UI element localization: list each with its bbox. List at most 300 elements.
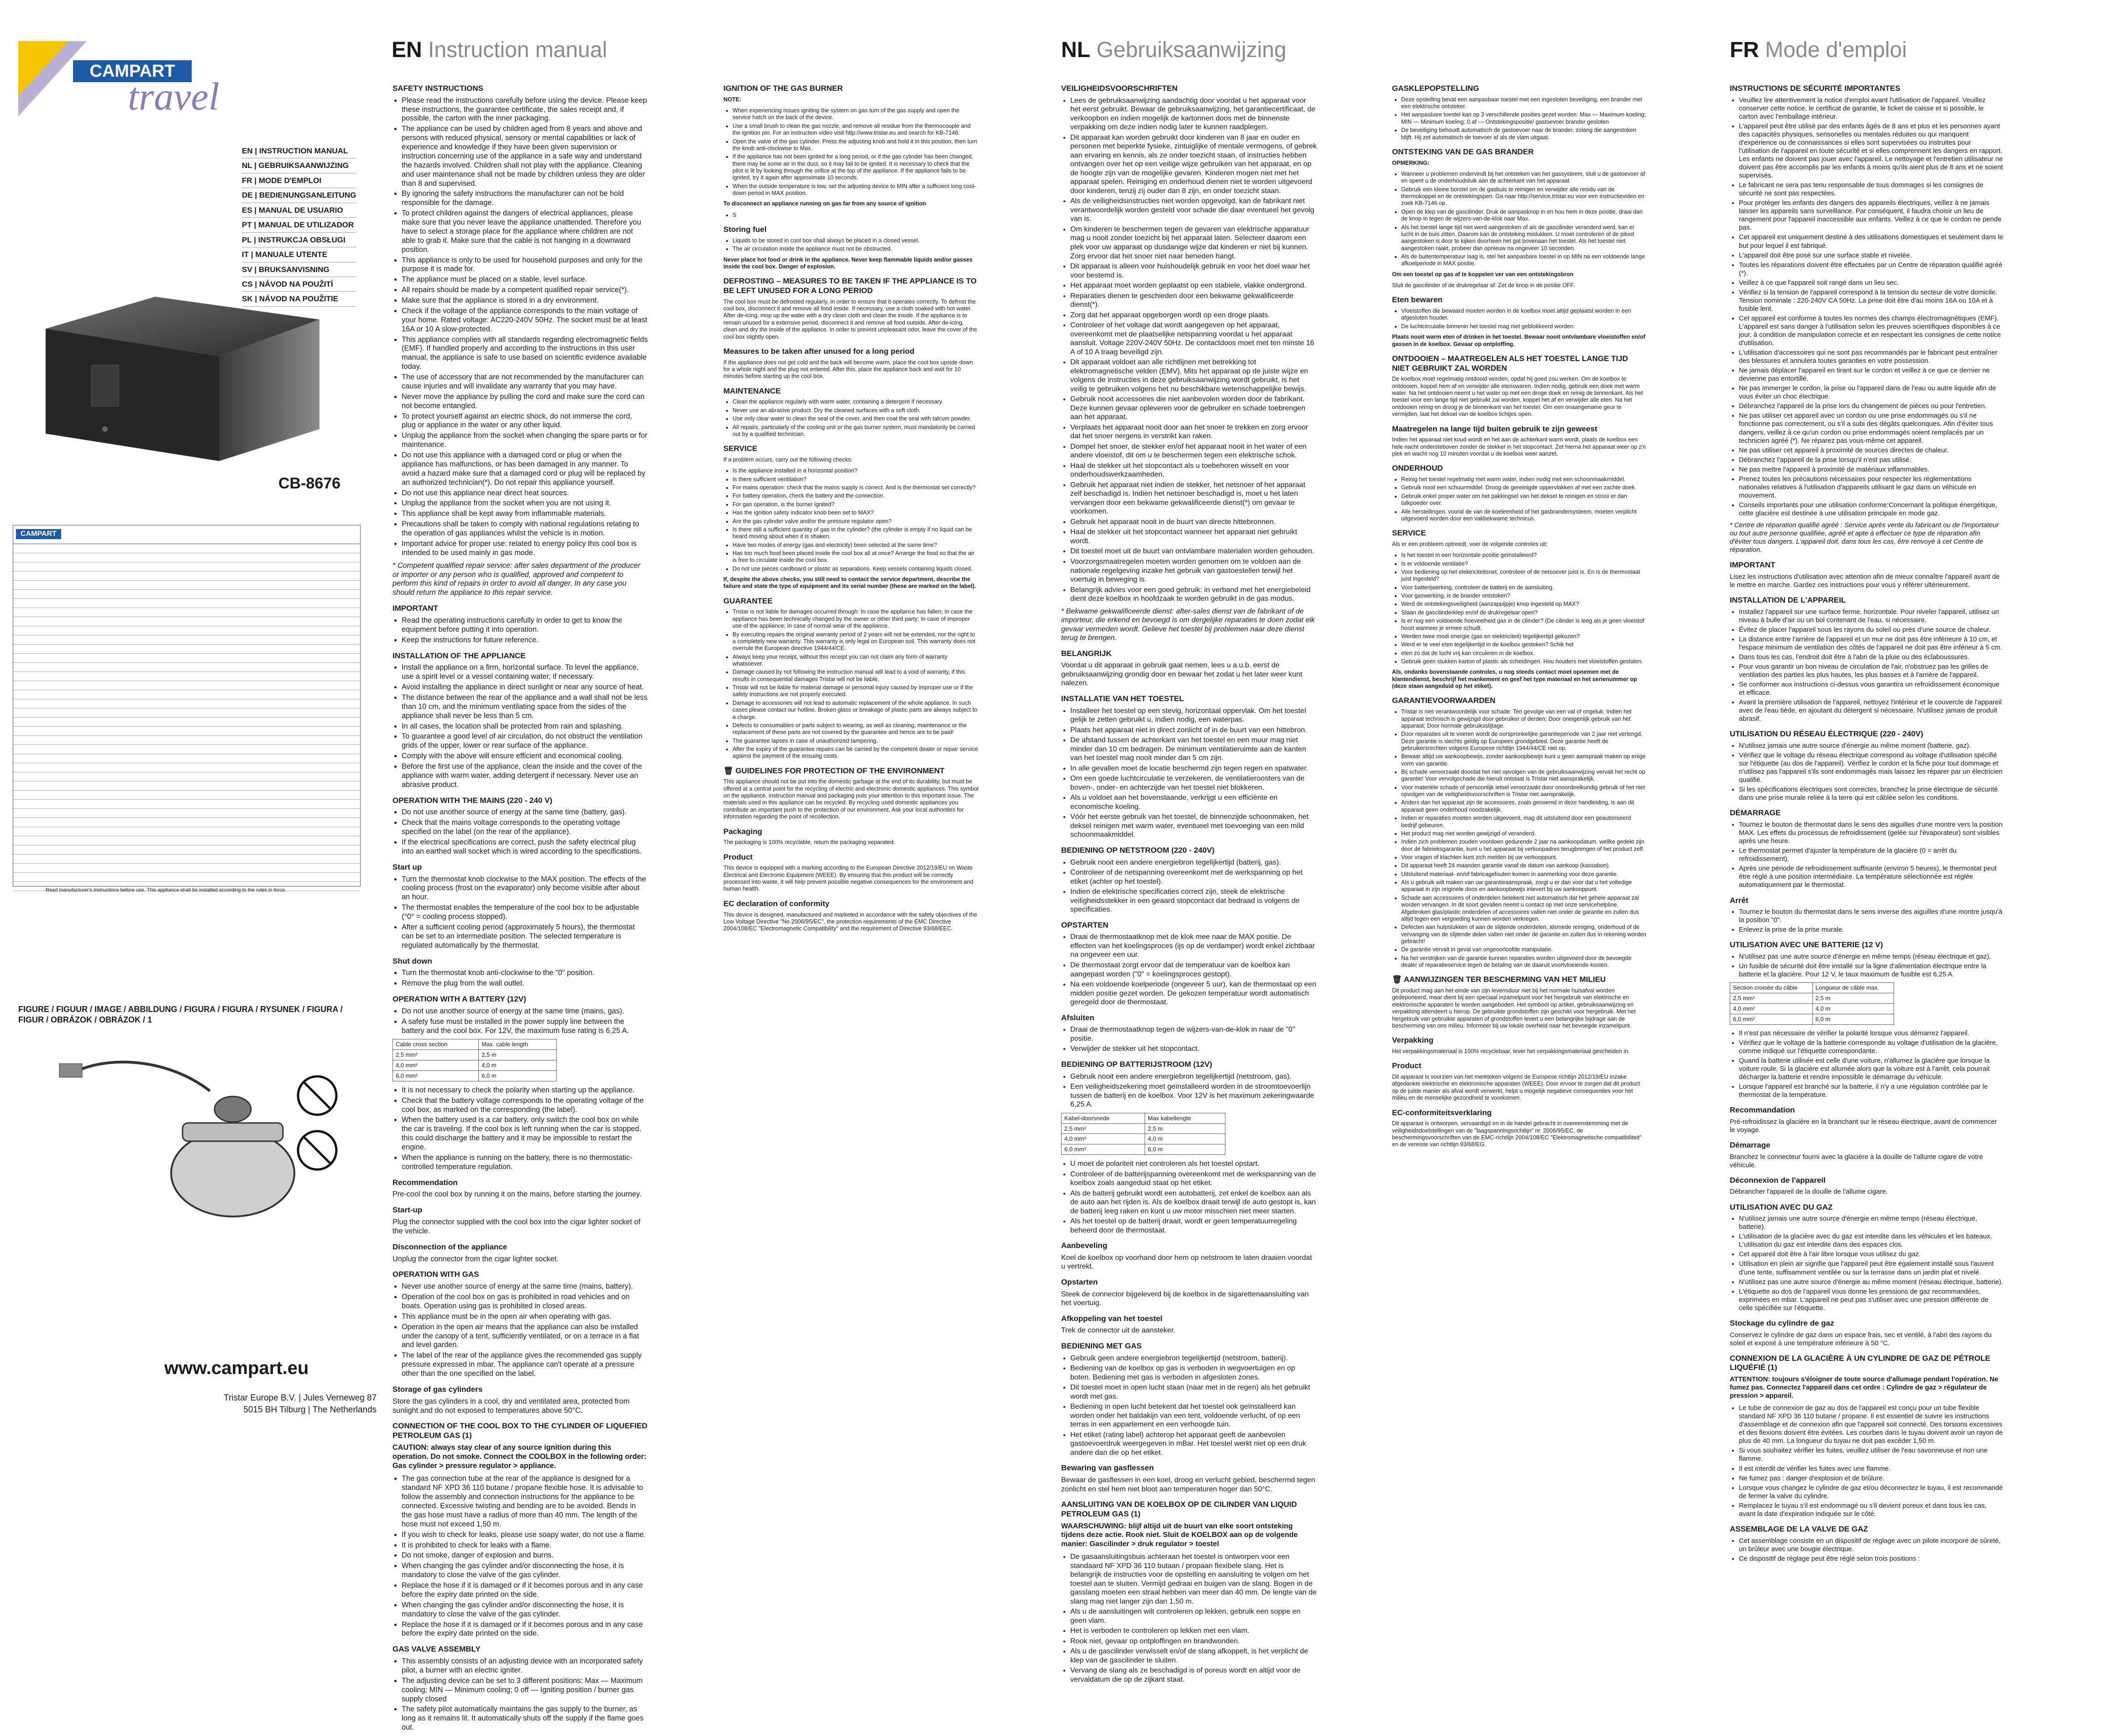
list-item: • Is there sufficient ventilation?: [733, 476, 979, 483]
table-cell: 4,0 m: [1812, 1003, 1894, 1014]
list-item: • Il est interdit de vérifier les fuites avec une flamme.: [1739, 1465, 2004, 1473]
list-item: • Alle herstellingen, vooral de van de koeleenheid of het gasbrandersysteem, moeten verplicht uitgevoerd worden door een vakbekwame technicus.: [1401, 509, 1648, 523]
list-item: • Cet assemblage consiste en un dispositif de réglage avec un pilote incorporé de sûreté, un brûleur avec une bougie électrique.: [1739, 1537, 2004, 1553]
list: [1061, 1159, 1317, 1235]
list-item: • Reparaties dienen te geschieden door een bekwame gekwalificeerde dienst(*).: [1070, 292, 1317, 309]
list-item: • Uitsluitend materiaal- en/of fabricagefouten komen in aanmerking voor deze garantie.: [1401, 871, 1648, 878]
list-item: • Do not use another source of energy at the same time (battery, gas).: [402, 808, 648, 817]
list-item: • Always keep your receipt, without this receipt you can not claim any form of warranty whatsoever.: [733, 654, 979, 668]
list-item: • Ce dispositif de réglage peut être réglé selon trois positions :: [1739, 1555, 2004, 1563]
table-header-cell: Cable cross section: [393, 1039, 479, 1050]
list-item: • Als u voldoet aan het bovenstaande, verkrijgt u een efficiënte en economische koeling.: [1070, 793, 1317, 811]
list-item: • De garantie vervalt in geval van ongeoorloofde manipulatie.: [1401, 946, 1648, 953]
list: [393, 1282, 648, 1379]
list-item: • When changing the gas cylinder and/or disconnecting the hose, it is mandatory to close the valve of the gas cylinder.: [402, 1562, 648, 1580]
list-item: • Ne fumez pas : danger d'explosion et de brûlure.: [1739, 1474, 2004, 1483]
list-item: • Do not use this appliance near direct heat sources.: [402, 489, 648, 498]
list-item: • The distance between the rear of the appliance and a wall shall not be less than 10 cm, and the minimum ventilating space from the sides of the appliance shall never be less than 5 cm.: [402, 693, 648, 721]
list-item: • Haal de stekker uit het stopcontact als u toebehoren wisselt en voor onderhoudswerkzaamheden.: [1070, 462, 1317, 479]
list-item: • Turn the thermostat knob anti-clockwise to the "0" position.: [402, 969, 648, 978]
list-item: • Gebruik geen andere energiebron tegelijkertijd (netstroom, batterij).: [1070, 1354, 1317, 1363]
list-item: • U moet de polariteit niet controleren als het toestel opstart.: [1070, 1159, 1317, 1169]
list-item: • Defecten aan hulpstukken of aan de slijtende onderdelen, alsmede reiniging, onderhoud of de vervanging van de slijtende delen vallen niet onder de garantie en zullen dus in rekening worden gebracht!: [1401, 924, 1648, 945]
table-cell: 2,5 m: [479, 1050, 557, 1060]
spec-row: [13, 800, 360, 809]
table-row: [393, 1060, 557, 1071]
language-list: [242, 144, 356, 307]
table-cell: 2,5 mm²: [393, 1050, 479, 1060]
cable-table: [1061, 1113, 1225, 1155]
list-item: • Vóór het eerste gebruik van het toestel, de binnenzijde schoonmaken, het deksel reinigen met warm water, eventueel met toevoeging van een mild schoonmaakmiddel.: [1070, 813, 1317, 839]
list-item: • To protect children against the dangers of electrical appliances, please make sure that you never leave the appliance unattended. Therefore you have to select a storage place for the appliance where children are not able to grab it. Make sure that the cable is not hanging in a downward position.: [402, 209, 648, 254]
spec-row: [13, 572, 360, 581]
list-item: • Un fusible de sécurité doit être installé sur la ligne d'alimentation électrique entre la batterie et la glacière. Pour 12 V, le taux maximum de fusible est 6,25 A.: [1739, 962, 2004, 979]
list-item: • The label of the rear of the appliance gives the recommended gas supply pressure expressed in mbar. The appliance can't operate at a pressure other than the one specified on the label.: [402, 1351, 648, 1379]
spec-row: [13, 645, 360, 654]
list-item: • Do not smoke, danger of explosion and burns.: [402, 1551, 648, 1560]
list-item: • Cet appareil est conforme à toutes les normes des champs électromagnétiques (EMF). L'appareil est sans danger à l'utilisation selon les preuves scientifiques disponibles à ce jour, à condition de manipulation correcte et en respectant les consignes de cette notice d'utilisation.: [1739, 315, 2004, 347]
list-item: • Dit toestel moet uit de buurt van ontvlambare materialen worden gehouden.: [1070, 547, 1317, 556]
list-item: • Haal de stekker uit het stopcontact wanneer het apparaat niet gebruikt wordt.: [1070, 528, 1317, 545]
list: [723, 467, 979, 572]
figure-1: [18, 1036, 365, 1228]
list-item: • This appliance must be in the open air when operating with gas.: [402, 1312, 648, 1322]
list-item: • This assembly consists of an adjusting device with an incorporated safety pilot, a burner with an electric igniter.: [402, 1657, 648, 1675]
spec-row: [13, 873, 360, 882]
list-item: • L'utilisation de la glacière avec du gaz est interdite dans les véhicules et les bateaux. L'utilisation du gaz est interdite dans des espaces clos.: [1739, 1233, 2004, 1249]
list-item: • When the battery used is a car battery, only switch the cool box on while the car is traveling. If the cool box is left running when the car is stopped, this could discharge the battery and it may be impossible to restart the engine.: [402, 1116, 648, 1152]
list-item: • Dit apparaat kan worden gebruikt door kinderen van 8 jaar en ouder en personen met beperkte fysieke, zintuiglijke of mentale vermogens, of gebrek aan ervaring en kennis, als ze onder toezicht staan, of instructies hebben ontvangen over het op een veilige wijze gebruiken van het apparaat, en op de hoogte zijn van de mogelijke gevaren. Kinderen mogen niet met het apparaat spelen. Reiniging en onderhoud dienen niet te worden uitgevoerd door kinderen, tenzij zij ouder dan 8 zijn, en onder toezicht staan.: [1070, 133, 1317, 196]
list-item: • Turn the thermostat knob clockwise to the MAX position. The effects of the cooling process (frost on the evaporator) only become visible after about an hour.: [402, 875, 648, 902]
table-row: [393, 1050, 557, 1060]
spec-row: [13, 772, 360, 781]
list: [1392, 171, 1648, 267]
list-item: • Vérifiez que le voltage du réseau électrique correspond au voltage d'utilisation spécifié sur l'étiquette (au dos de l'appareil). Vérifiez le cordon et la fiche pour tout dommage et n'utilisez pas l'appareil s'ils sont endommagés mais laissez les réparer par un électricien qualifié.: [1739, 751, 2004, 784]
list-item: • De luchtcirculatie binnenin het toestel mag niet geblokkeerd worden.: [1401, 323, 1648, 330]
list-item: • L'appareil doit être posé sur une surface stable et nivelée.: [1739, 252, 2004, 260]
list-item: • Draai de thermostaatknop tegen de wijzers-van-de-klok in naar de "0" positie.: [1070, 1025, 1317, 1043]
list-item: • Schade aan accessoires of onderdelen betekent niet automatisch dat het gehele apparaat zal worden vervangen. In dit soort gevallen neemt u contact op met onze servicehelpline. Afgebroken glas/plastic onderdelen of accessoires vallen niet onder de garantie en zullen dus altijd tegen een vergoeding kunnen worden verkregen.: [1401, 895, 1648, 923]
list-item: • Quand la batterie utilisée est celle d'une voiture, n'allumez la glacière que lorsque la voiture roule. Si la glacière est allumée alors que la voiture est à l'arrêt, cela pourrait décharger la batterie et rendre impossible le démarrage du véhicule.: [1739, 1057, 2004, 1081]
list-item: • Installeer het toestel op een stevig, horizontaal oppervlak. Om het toestel gelijk te zetten gebruikt u, indien nodig, een waterpas.: [1070, 707, 1317, 724]
list-item: • It is prohibited to check for leaks with a flame.: [402, 1541, 648, 1550]
spec-row: [13, 855, 360, 864]
list: [393, 1007, 648, 1036]
lang-item: PL | INSTRUKCJA OBSŁUGI: [242, 233, 356, 247]
table-cell: 2,5 mm²: [1730, 993, 1813, 1004]
list-item: • The guarantee lapses in case of unauthorized tampering.: [733, 738, 979, 745]
list-item: • Open the valve of the gas cylinder. Press the adjusting knob and hold it in this position, then turn the knob anti-clockwise to Max.: [733, 138, 979, 152]
list-item: • Se conformer aux instructions ci-dessus vous garantira un refroidissement économique et efficace.: [1739, 681, 2004, 697]
list-item: • If the appliance has not been ignited for a long period, or if the gas cylinder has been changed, there may be some air in the duct, so it may fail to be ignited. It is necessary to check that the pilot is lit by looking through the orifice at the top of the appliance. If the appliance fails to be ignited, try it again after approximate 10 seconds.: [733, 153, 979, 181]
list: [1730, 742, 2004, 802]
list-item: • Le thermostat permet d'ajuster la température de la glacière (0 = arrêt du refroidissement).: [1739, 847, 2004, 863]
spec-row: [13, 681, 360, 690]
spec-row: [13, 818, 360, 827]
table-cell: 2,5 m: [1812, 993, 1894, 1004]
list-item: • Rook niet, gevaar op ontploffingen en brandwonden.: [1070, 1637, 1317, 1646]
brand-logo: [18, 41, 233, 118]
list-item: • For mains operation: check that the mains supply is correct. And is the thermostat set correctly?: [733, 484, 979, 491]
env-heading-nl: 🗑 AANWIJZINGEN TER BESCHERMING VAN HET MILIEU: [1392, 975, 1606, 984]
list-item: • Indien zich problemen zouden voordoen gedurende 2 jaar na aankoopdatum, wellke gedekt zijn door de fabrieksgarantie, kunt u het apparaat bij verkoopadres terugbrengen of het product zelf.: [1401, 839, 1648, 853]
spec-row: [13, 690, 360, 699]
table-cell: 6,0 m: [479, 1070, 557, 1081]
list: [393, 808, 648, 856]
list-item: • La distance entre l'arrière de l'appareil et un mur ne doit pas être inférieure à 10 cm, et l'espace minimum de ventilation des côtés de l'appareil ne doit pas être inférieur à 5 cm.: [1739, 635, 2004, 652]
list-item: • All repairs, particularly of the cooling unit or the gas burner system, must mandatorily be carried out by a qualified technician.: [733, 424, 979, 438]
table-cell: 4,0 mm²: [1062, 1134, 1145, 1144]
list: [1730, 1215, 2004, 1312]
list-item: • Werd de ontstekingsveiligheid (aanzappijpje) knop ingesteld op MAX?: [1401, 601, 1648, 608]
list: [1061, 96, 1317, 603]
list: [723, 212, 979, 219]
list: [1392, 96, 1648, 141]
table-cell: 4,0 mm²: [393, 1060, 479, 1071]
list-item: • Never use another source of energy at the same time (mains, battery).: [402, 1282, 648, 1291]
list-item: • Installez l'appareil sur une surface ferme, horizontale. Pour niveler l'appareil, utilisez un niveau à bulle d'air ou un bol contenant de l'eau, si nécessaire.: [1739, 608, 2004, 624]
list-item: • Before the first use of the appliance, clean the inside and the cover of the appliance with warm water, adding detergent if necessary. Never use an abrasive product.: [402, 762, 648, 790]
list-item: • When experiencing issues igniting the system on gas turn of the gas supply and open the service hatch on the back of the device.: [733, 107, 979, 121]
spec-row: [13, 562, 360, 572]
spec-row: [13, 791, 360, 800]
list-item: • Vervang de slang als ze beschadigd is of poreus wordt en altijd voor de vervaldatum die op de zijkant staat.: [1070, 1666, 1317, 1684]
list-item: • Als de buitentemperatuur laag is, stel het aanpasbare toestel in op MIN na een voldoende lange afkoelperiode in MAX positie.: [1401, 253, 1648, 267]
list-item: • Als het toestel op de batterij draait, wordt er geen temperatuurregeling beheerd door de thermostaat.: [1070, 1217, 1317, 1235]
list-item: • Anders dan het apparaat zijn de accessoires, zoals genoemd in deze handleiding, is aan dit apparaat geen onderhoud noodzakelijk.: [1401, 799, 1648, 813]
list-item: • Damage caused by not following the instruction manual will lead to a void of warranty, if this results in consequential damages Tristar will not be liable.: [733, 669, 979, 683]
list-item: • De beveiliging behoudt automatisch de gastoevoer naar de brander, zolang die aangestoken blijft. Hij zet automatisch de toevoer af als de vlam uitgaat.: [1401, 127, 1648, 141]
list-item: • Belangrijk advies voor een goed gebruik: in verband met het energiebeleid dient deze koelbox in hoofdzaak te worden gebruikt in de gas modus.: [1070, 586, 1317, 603]
list-item: • Replace the hose if it is damaged or if it becomes porous and in any case before the expiry date printed on the side.: [402, 1581, 648, 1600]
list-item: • Install the appliance on a firm, horizontal surface. To level the appliance, use a spirit level or a vessel containing water, if necessary.: [402, 663, 648, 682]
list-item: • Dit apparaat voldoet aan alle richtlijnen met betrekking tot elektromagnetische velden (EMV). Mits het apparaat op de juiste wijze en volgens de instructies in deze gebruiksaanwijzing wordt gebruikt, is het veilig te gebruiken volgens het nu beschikbare wetenschappelijke bewijs.: [1070, 358, 1317, 393]
list: [1392, 476, 1648, 522]
list-item: • If you wish to check for leaks, please use soapy water, do not use a flame.: [402, 1531, 648, 1540]
list: [1061, 1354, 1317, 1458]
lang-item: IT | MANUALE UTENTE: [242, 247, 356, 262]
list-item: • Never use an abrasive product. Dry the cleaned surfaces with a soft cloth.: [733, 407, 979, 414]
list-item: • Le tube de connexion de gaz au dos de l'appareil est conçu pour un tube flexible standard NF XPD 36 110 butane / propane. Il est essentiel de suivre les instructions d'assemblage et de connexion afin que l'appareil soit connecté. Des torsions excessives et des flexions doivent être évitées. Les courbes dans le tuyau doivent avoir un rayon de plus de 40 mm. La longueur du tuyau ne doit pas excéder 1,50 m.: [1739, 1404, 2004, 1445]
list-item: • Do not use another source of energy at the same time (mains, gas).: [402, 1007, 648, 1016]
list-item: • In alle gevallen moet de locatie beschermd zijn tegen regen en spatwater.: [1070, 764, 1317, 773]
list-item: • If the electrical specifications are correct, push the safety electrical plug into an earthed wall socket which is wired according to the specifications.: [402, 838, 648, 856]
list-item: • Évitez de placer l'appareil sous les rayons du soleil ou près d'une source de chaleur.: [1739, 626, 2004, 634]
lang-item: SK | NÁVOD NA POUŽITIE: [242, 292, 356, 306]
list-item: • Om kinderen te beschermen tegen de gevaren van elektrische apparatuur mag u nooit zonder toezicht bij het apparaat laten. Selecteer daarom een plek voor uw apparaat op dusdanige wijze dat kinderen er niet bij kunnen. Zorg ervoor dat het snoer niet naar beneden hangt.: [1070, 225, 1317, 261]
cable-table: [1730, 982, 1894, 1024]
spec-row: [13, 663, 360, 672]
table-row: [393, 1070, 557, 1081]
list-item: • By executing repairs the original warranty period of 2 years will not be extended, nor the right to a completely new warranty. This warranty is only legal on European soil. This warranty does not overrule the European directive 1944/44/CE.: [733, 631, 979, 652]
list: [1730, 96, 2004, 518]
list-item: • Is er voldoende ventilatie?: [1401, 561, 1648, 567]
lang-item: EN | INSTRUCTION MANUAL: [242, 144, 356, 158]
list-item: • Als u de aansluitingen wilt controleren op lekken, gebruik een soppe en geen vlam.: [1070, 1607, 1317, 1625]
list-item: • De gasaansluitingsbuis achteraan het toestel is ontworpen voor een standaard NF XPD 36 110 butaan / propaan flexibele slang. Het is belangrijk de instructies voor de opstelling en aansluiting te volgen om het toestel aan te sluiten. Vermijd gedraai en buigen van de slang. Bogen in de gasslang moeten een straal hebben van meer dan 40 mm. De lengte van de slang mag niet langer zijn dan 1,50 m.: [1070, 1552, 1317, 1606]
list-item: • Vérifiez que le voltage de la batterie corresponde au voltage d'utilisation de la glacière, comme indiqué sur l'étiquette correspondante.: [1739, 1039, 2004, 1055]
spec-row: [13, 672, 360, 681]
list-item: • Gebruik een kleine borstel om de gasbuis te reinigen en verwijder alle residu van de thermokoppel en de ontstekingspen. Ga naar http://service.tristar.eu voor een instructievideo en zoek KB-7146 op.: [1401, 186, 1648, 207]
list-item: • Keep the instructions for future reference.: [402, 636, 648, 645]
list-item: • De thermostaat zorgt ervoor dat de temperatuur van de koelbox kan aangepast worden ("0" = koelingsproces gestopt).: [1070, 961, 1317, 979]
list-item: • Replace the hose if it is damaged or if it becomes porous and in any case before the expiry date printed on the side.: [402, 1621, 648, 1639]
table-header-cell: Longueur de câble max.: [1812, 983, 1894, 993]
spec-row: [13, 763, 360, 772]
list-item: • Operation of the cool box on gas is prohibited in road vehicles and on boats. Operation using gas is prohibited in closed areas.: [402, 1293, 648, 1311]
list-item: • Verwijder de stekker uit het stopcontact.: [1070, 1044, 1317, 1054]
list-item: • Verplaats het apparaat nooit door aan het snoer te trekken en zorg ervoor dat het snoer nergens in verstrikt kan raken.: [1070, 423, 1317, 441]
list-item: • Tristar is not liable for damages occurred through: In case the appliance has fallen; In case the appliance has been technically changed by the owner or other third party; In case of improper use of the appliance; In case of normal wear of the appliance.: [733, 608, 979, 629]
list-item: • Gebruik het apparaat niet indien de stekker, het netsnoer of het apparaat zelf beschadigd is. Indien het netsnoer beschadigd is, moet u het laten vervangen door een bekwame gekwalificeerde dienst(*) om gevaar te voorkomen.: [1070, 481, 1317, 516]
spec-row: [13, 581, 360, 590]
list-item: • Is het toestel in een horizontale positie geïnstalleerd?: [1401, 552, 1648, 559]
address: Tristar Europe B.V. | Jules Verneweg 87 5015 BH Tilburg | The Netherlands: [224, 1393, 377, 1415]
list-item: • Bediening in open lucht betekent dat het toestel ook geïnstalleerd kan worden onder het baldakijn van een tent, voldoende verlucht, of op een terras in een appartement en een verhoogde tuin.: [1070, 1402, 1317, 1429]
spec-row: [13, 845, 360, 855]
list-item: • Gebruik geen stukken karton of plastic als scheidingen. Hou houders met vloeistoffen gesloten.: [1401, 658, 1648, 665]
en-column-2: IGNITION OF THE GAS BURNER NOTE: • When experiencing issues igniting the system on gas turn of the gas supply and open the service hatch on the back of the device. • Use a small brush to clean the gas nozzle, and remove all residue from the thermocouple and the ignition pin. For an instruction video visit http://www.tristar.eu and search for KB-7146. • Open the valve of the gas cylinder. Press the adjusting knob and hold it in this position, then turn the knob anti-clockwise to Max. • If the appliance has not been ignited for a long period, or if the gas cylinder has been changed, there may be some air in the duct, so it may fail to be ignited. It is necessary to check that the pilot is lit by looking through the orifice at the top of the appliance. If the appliance fails to be ignited, try it again after approximate 10 seconds. • When the outside temperature is low, set the adjusting device to MIN after a sufficient long cool-down period in MAX position. To disconnect an appliance running on gas far from any source of ignition • S Storing fuel • Liquids to be stored in cool box shall always be placed in a closed vessel. • The air circulation inside the appliance must not be obstructed. Never place hot food or drink in the appliance. Never keep flammable liquids and/or gasses inside the cool box. Danger of explosion. DEFROSTING – MEASURES TO BE TAKEN IF THE APPLIANCE IS TO BE LEFT UNUSED FOR A LONG PERIOD The cool box must be defrosted regularly, in order to ensure that it operates correctly. To defrost the cool box, disconnect it and remove all food inside. If necessary, use a cloth soaked with hot water. After de-icing, mop up the water with a dry clean cloth and clean the inside. If the appliance is to remain unused for a extensive period, disconnect it and remove all food outside. After de-icing, clean and dry the inside of the appliance. In order to prevent unpleasant odor, leave the cover of the cool box slightly open. Measures to be taken after unused for a long period If the appliance does not get cold and the back will become warm, place the cool box upside down for a whole night and the plug not entered. After this, place the appliance back and wait for 10 minutes before starting up the cool box. MAINTENANCE • Clean the appliance regularly with warm water, containing a detergent if necessary. • Never use an abrasive product. Dry the cleaned surfaces with a soft cloth. • Use only clear water to clean the seal of the cover, and then coat the seal with talcum powder. • All repairs, particularly of the cooling unit or the gas burner system, must mandatorily be carried out by a qualified technician. SERVICE If a problem occurs, carry out the following checks: • Is the appliance installed in a horizontal position? • Is there sufficient ventilation? • For mains operation: check that the mains supply is correct. And is the thermostat set correctly? • For battery operation, check the battery and the connection. • For gas operation, is the burner ignited? • Has the ignition safety indicator knob been set to MAX? • Are the gas cylinder valve and/or the pressure regulator open? • Is there still a sufficient quantity of gas in the cylinder? (the cylinder is empty if no liquid can be heard moving about when it is shaken. • Have two modes of energy (gas and electricity) been selected at the same time? • Has too much food been placed inside the cool box all at once? Arrange the food so that the air is free to circulate inside the cool box. • Do not use pieces cardboard or plastic as separations. Keep vessels containing liquids closed. If, despite the above checks, you still need to contact the service department, describe the failure and state the type of equipment and its serial number (these are marked on the label). GUARANTEE • Tristar is not liable for damages occurred through: In case the appliance has fallen; In case the appliance has been technically changed by the owner or other third party; In case of improper use of the appliance; In case of normal wear of the appliance. • By executing repairs the original warranty period of 2 years will not be extended, nor the right to a completely new warranty. This warranty is only legal on European soil. This warranty does not overrule the European directive 1944/44/CE. • Always keep your receipt, without this receipt you can not claim any form of warranty whatsoever. • Damage caused by not following the instruction manual will lead to a void of warranty, if this results in consequential damages Tristar will not be liable. • Tristar will not be liable for material damage or personal injury caused by improper use or if the safety instructions are not properly executed. • Damage to accessories will not lead to automatic replacement of the whole appliance. In such cases please contact our hotline. Broken glass or breakage of plastic parts are always subject to a charge. • Defects to consumables or parts subject to wearing, as well as cleaning, maintenance or the replacement of these parts are not covered by the guarantee and hence are to be paid! • The guarantee lapses in case of unauthorized tampering. • After the expiry of the guarantee repairs can be carried by the competent dealer or repair service against the payment of the ensuing costs. 🗑 GUIDELINES FOR PROTECTION OF THE ENVIRONMENT This appliance should not be put into the domestic garbage at the end of its durability, but must be offered at a central point for the recycling of electric and electronic domestic appliances. This symbol on the appliance, instruction manual and packaging puts your attention to this important issue. The materials used in this appliance can be recycled. By recycling used domestic appliances you contribute an important push to the protection of our environment. Ask your local authorities for information regarding the point of recollection. Packaging The packaging is 100% recyclable, return the packaging separated. Product This device is equipped with a marking according to the European Directive 2012/19/EU on Waste Electrical and Electronic Equipment (WEEE). By ensuring that this product will be correctly processed into waste, it will help prevent possible negative consequences for the environment and human health. EC declaration of conformity This device is designed, manufactured and marketed in accordance with the safety objectives of the Low Voltage Directive "No 2006/95/EC", the protection requirements of the EMC Directive 2004/108/EC "Electromagnetic Compatibility" and the requirement of Directive 93/68/EEC.: [723, 78, 979, 937]
list-item: • Cet appareil doit être à l'air libre lorsque vous utilisez du gaz.: [1739, 1250, 2004, 1259]
list-item: • The adjusting device can be set to 3 different positions: Max — Maximum cooling; MIN — Minimum cooling; 0 off — Igniting position / burner gas supply closed: [402, 1677, 648, 1704]
list-item: • Clean the appliance regularly with warm water, containing a detergent if necessary.: [733, 399, 979, 405]
list-item: • Le fabricant ne sera pas tenu responsable de tous dommages si les consignes de sécurité ne sont pas respectées.: [1739, 181, 2004, 198]
list: [393, 1086, 648, 1172]
list-item: • Ne pas utiliser cet appareil avec un cordon ou une prise endommagés ou s'il ne fonctionne pas correctement, ou s'il a subi des dégâts quelconques. Afin d'éviter tous dangers, veillez à ce qu'un cordon ou prise endommagés soient remplacés par un technicien agréé (*). Ne réparez pas vous-même cet appareil.: [1739, 412, 2004, 445]
list-item: • Gebruik het apparaat nooit in de buurt van directe hittebronnen.: [1070, 518, 1317, 527]
list-item: • Débranchez l'appareil de la prise lors du changement de pièces ou pour l'entretien.: [1739, 402, 2004, 410]
spec-row: [13, 699, 360, 708]
list-item: • Use only clear water to clean the seal of the cover, and then coat the seal with talcum powder.: [733, 415, 979, 422]
list: [393, 1474, 648, 1638]
list-item: • Gebruik enkel proper water om het pakkingsel van het deksel te reinigen en strooi er dan talkpoeder over.: [1401, 493, 1648, 507]
table-row: [1730, 983, 1894, 993]
list-item: • This appliance is only to be used for household purposes and only for the purpose it is made for.: [402, 256, 648, 274]
list-item: • Door reparaties uit te voeren wordt de oorspronkelijke garantieperiode van 2 jaar niet verlengd. Deze garantie is slechts geldig op Europees grondgebied. Deze garantie heeft de gebruikersrechten volgens Europese richtlijn 1944/44/CE niet op.: [1401, 731, 1648, 752]
spec-rating-label: [13, 525, 361, 886]
list-item: • Reinig het toestel regelmatig met warm water, indien nodig met een schoonmaakmiddel.: [1401, 476, 1648, 483]
table-row: [393, 1039, 557, 1050]
table-row: [1062, 1134, 1225, 1144]
list-item: • Are the gas cylinder valve and/or the pressure regulator open?: [733, 518, 979, 525]
list-item: • Pour vous garantir un bon niveau de circulation de l'air, n'obstruez pas les grilles de ventilation des parties les plus hautes, les plus basses et à l'arrière de l'appareil.: [1739, 663, 2004, 679]
list-item: • Si les spécifications électriques sont correctes, branchez la prise électrique de sécurité dans une prise murale reliée à la terre qui est câblée selon les conditions.: [1739, 786, 2004, 802]
list-item: • It is not necessary to check the polarity when starting up the appliance.: [402, 1086, 648, 1095]
list-item: • After the expiry of the guarantee repairs can be carried by the competent dealer or repair service against the payment of the ensuing costs.: [733, 746, 979, 760]
nl-column-2: GASKLEPOPSTELLING • Deze opstelling bevat een aanpasbaar toestel met een ingesloten beveiliging, een brander met een elektrische ontsteker. • Het aanpasbare toestel kan op 3 verschillende posities gezet worden: Max — Maximum koeling; MIN — Minimum koeling; 0 af — Ontstekingspositie/ gastoevoer brander gesloten • De beveiliging behoudt automatisch de gastoevoer naar de brander, zolang die aangestoken blijft. Hij zet automatisch de toevoer af als de vlam uitgaat. ONTSTEKING VAN DE GAS BRANDER OPMERKING: • Wanneer u problemen ondervindt bij het ontsteken van het gassysteem, sluit u de gastoevoer af en opent u de onderhoudsluik aan de achterkant van het apparaat. • Gebruik een kleine borstel om de gasbuis te reinigen en verwijder alle residu van de thermokoppel en de ontstekingspen. Ga naar http://service.tristar.eu voor een instructievideo en zoek KB-7146 op. • Open de klep van de gascilinder. Druk de aanpasknop in en hou hem in deze positie, draai dan de knop in tegen de wijzers-van-de-klok naar Max. • Als het toestel lange tijd niet werd aangestoken of als de gascilinder veranderd werd, kan er lucht in de buis zitten. Daarom kan de ontsteking mislukken. U moet controleren of de piloot aangestoken is door te kijken doorheen het gat bovenaan het toestel. Als het toestel niet aangestoken raakt, probeer dan opnieuw na ongeveer 10 seconden. • Als de buitentemperatuur laag is, stel het aanpasbare toestel in op MIN na een voldoende lange afkoelperiode in MAX positie. Om een toestel op gas af te koppelen ver van een ontstekingsbron Sluit de gascilinder of de drukregelaar af. Zet de knop in de positie OFF. Eten bewaren • Vloeistoffen die bewaard moeten worden in de koelbox moet altijd geplaatst worden in een afgesloten houder. • De luchtcirculatie binnenin het toestel mag niet geblokkeerd worden. Plaats nooit warm eten of drinken in het toestel. Bewaar nooit ontvlambare vloeistoffen en/of gassen in de koelbox. Gevaar op ontploffing. ONTDOOIEN – MAATREGELEN ALS HET TOESTEL LANGE TIJD NIET GEBRUIKT ZAL WORDEN De koelbox moet regelmatig ontdooid worden, opdat hij goed zou werken. Om de koelbox te ontdooien, koppel hem af en verwijder alle etenswaren. Indien nodig, gebruik een doek met warm water. Na het ontdooien neemt u het water op met een droge doek en reinig de binnenkant. Als het toestel voor een lange tijd niet gebruikt zal worden, koppel het af en verwijder alle eten. Na het ontdooien reinig en droog je de binnenkant van het toestel. Om een onaangename geur te vermijden, laat het deksel van de koelbox lichtjes open. Maatregelen na lange tijd buiten gebruik te zijn geweest Indien het apparaat niet koud wordt en het aan de achterkant warm wordt, plaats de koelbox een hele nacht ondersteboven zonder de stekker in het stopcontact. Zet hierna het apparaat weer op z'n plek en wacht nog 10 minuten voordat u de koelbox weer aanzet. ONDERHOUD • Reinig het toestel regelmatig met warm water, indien nodig met een schoonmaakmiddel. • Gebruik nooit een schuurmiddel. Droog de gereinigde oppervlakken af met een zachte doek. • Gebruik enkel proper water om het pakkingsel van het deksel te reinigen en strooi er dan talkpoeder over. • Alle herstellingen, vooral de van de koeleenheid of het gasbrandersysteem, moeten verplicht uitgevoerd worden door een vakbekwame technicus. SERVICE Als er een probleem optreedt, voer de volgende controles uit: • Is het toestel in een horizontale positie geïnstalleerd? • Is er voldoende ventilatie? • Voor bediening op het elektriciteitsnet, controleer of de netsoever juist is. En is de thermostaat juist ingesteld? • Voor batterijwerking, controleer de batterij en de aansluiting. • Voor gaswerking, is de brander ontstoken? • Werd de ontstekingsveiligheid (aanzappijpje) knop ingesteld op MAX? • Staan de gascilinderklep en/of de drukregelaar open? • Is er nog een voldoende hoeveelheid gas in de cilinder? (De cilinder is leeg als je geen vloeistof hoort wanneer je ermee schudt. • Werden twee modi energie (gas en elektriciteit) tegelijkertijd gekozen? • Werd er te veel eten tegelijkertijd in de koelbox gestoken? Schik het • eten zo dat de lucht vrij kan circuleren in de koelbox. • Gebruik geen stukken karton of plastic als scheidingen. Hou houders met vloeistoffen gesloten. Als, ondanks bovenstaande controles, u nog steeds contact moet opnemen met de klantendienst, beschrijf het mankement en geef het type materiaal en het serienummer op (deze staan aangeduid op het etiket). GARANTIEVOORWAARDEN • Tristar is niet verantwoordelijk voor schade: Ten gevolge van een val of ongeluk; Indien het apparaat technisch is gewijzigd door gebruiker of derden; Door oneigenlijk gebruik van het apparaat; Door normale gebruiksslijtage. • Door reparaties uit te voeren wordt de oorspronkelijke garantieperiode van 2 jaar niet verlengd. Deze garantie is slechts geldig op Europees grondgebied. Deze garantie heeft de gebruikersrechten volgens Europese richtlijn 1944/44/CE niet op. • Bewaar altijd uw aankoopbewijs, zonder aankoopbewijs kunt u geen aanspraak maken op enige vorm van garantie. • Bij schade veroorzaakt doordat het niet opvolgen van de gebruiksaanwijzing vervalt het recht op garantie! Voor vervolgschade die hieruit ontstaat is Tristar niet aansprakelijk. • Voor materiële schade of persoonlijk letsel veroorzaakt door onoordeelkundig gebruik of het niet opvolgen van de veiligheidsvoorschriften is Tristar niet aansprakelijk. • Anders dan het apparaat zijn de accessoires, zoals genoemd in deze handleiding, is aan dit apparaat geen onderhoud noodzakelijk. • Indien er reparaties moeten worden uitgevoerd, mag dit uitsluitend door een geautoriseerd bedrijf gebeuren. • Het product mag niet worden gewijzigd of veranderd. • Indien zich problemen zouden voordoen gedurende 2 jaar na aankoopdatum, wellke gedekt zijn door de fabrieksgarantie, kunt u het apparaat bij verkoopadres terugbrengen of het product zelf. • Voor vragen of klachten kunt zich melden bij uw verkooppunt. • Dit apparaat heeft 24 maanden garantie vanaf de datum van aankoop (kassabon). • Uitsluitend materiaal- en/of fabricagefouten komen in aanmerking voor deze garantie. • Als u gebruik wilt maken van uw garantieaanspraak, zorgt u er dan voor dat u het volledige apparaat in zijn originele doos en aankoopbewijs inlevert bij uw aankooppunt. • Schade aan accessoires of onderdelen betekent niet automatisch dat het gehele apparaat zal worden vervangen. In dit soort gevallen neemt u contact op met onze servicehelpline. Afgebroken glas/plastic onderdelen of accessoires vallen niet onder de garantie en zullen dus altijd tegen een vergoeding kunnen worden verkregen. • Defecten aan hulpstukken of aan de slijtende onderdelen, alsmede reiniging, onderhoud of de vervanging van de slijtende delen vallen niet onder de garantie en zullen dus in rekening worden gebracht! • De garantie vervalt in geval van ongeoorloofde manipulatie. • Na het verstrijken van de garantie kunnen reparaties worden uitgevoerd door de bevoegde dealer of reparatieservice tegen de betaling van de daaruit voortvloeiende kosten. 🗑 AANWIJZINGEN TER BESCHERMING VAN HET MILIEU Dit product mag aan het einde van zijn levensduur niet bij het normale huisafval worden gedeponeerd, maar dient bij een speciaal inzamelpunt voor het hergebruik van elektrische en elektronische apparaten te worden aangeboden. Het symbool op artikel, gebruiksaanwijzing en verpakking attendeert u hierop. De gebruikte grondstoffen zijn geschikt voor hergebruik. Met het hergebruik van gebruikte apparaten of grondstoffen levert u een belangrijke bijdrage aan de bescherming van ons milieu. Informeer bij uw lokale overheid naar het bevoegde inzamelpunt. Verpakking Het verpakkingsmateriaal is 100% recyclebaar, lever het verpakkingsmateriaal gescheiden in. Product Dit apparaat is voorzien van het merkteken volgens de Europese richtlijn 2012/19/EU inzake afgedankte elektrische en elektronische apparaten (WEEE). Door ervoor te zorgen dat dit product op de juiste manier als afval wordt verwerkt, helpt u mogelijk negatieve consequenties voor het milieu en de menselijke gezondheid te voorkomen. EC-conformiteitsverklaring Dit apparaat is ontworpen, vervaardigd en in de handel gebracht in overeenstemming met de veiligheidsdoelstellingen van de "laagspanningsrichtlijn" nr. 2006/95/EC, de beschermingsvoorschriften van de EMC-richtlijn 2004/108/EC "Elektromagnetische compatibiliteit" en de vereiste van richtlijn 93/68/EG.: [1392, 78, 1648, 1153]
list-item: • After a sufficient cooling period (approximately 5 hours), the thermostat can be set to an intermediate position. The selected temperature is regulated automatically by the thermostat.: [402, 923, 648, 950]
list-item: • Voor vragen of klachten kunt zich melden bij uw verkooppunt.: [1401, 854, 1648, 861]
table-cell: 4,0 mm²: [1730, 1003, 1813, 1014]
list-item: • By ignoring the safety instructions the manufacturer can not be hold responsible for the damage.: [402, 189, 648, 208]
list: [1061, 1025, 1317, 1054]
list-item: • N'utilisez pas une autre source d'énergie en même temps (réseau électrique et gaz).: [1739, 953, 2004, 961]
title-fr: FR Mode d'emploi: [1730, 38, 1907, 62]
list: [1392, 552, 1648, 665]
list-item: • When the outside temperature is low, set the adjusting device to MIN after a sufficient long cool-down period in MAX position.: [733, 183, 979, 197]
list-item: • Het apparaat moet worden geplaatst op een stabiele, vlakke ondergrond.: [1070, 281, 1317, 290]
lang-item: ES | MANUAL DE USUARIO: [242, 203, 356, 218]
cooler-image: [37, 292, 329, 466]
list: [393, 663, 648, 789]
bin-icon: 🗑: [723, 766, 736, 775]
spec-row: [13, 617, 360, 626]
list: [393, 1657, 648, 1732]
list-item: • Indien er reparaties moeten worden uitgevoerd, mag dit uitsluitend door een geautoriseerd bedrijf gebeuren.: [1401, 815, 1648, 829]
list-item: • Toutes les réparations doivent être effectuées par un Centre de réparation qualifié agréé (*).: [1739, 261, 2004, 278]
list-item: • Controleer of de netspanning overeenkomt met de werkspanning op het etiket (achter op het toestel).: [1070, 868, 1317, 886]
list-item: • For battery operation, check the battery and the connection.: [733, 493, 979, 499]
list-item: • Comply with the above will ensure efficient and economical cooling.: [402, 752, 648, 761]
bin-icon: 🗑: [1392, 975, 1404, 984]
list-item: • eten zo dat de lucht vrij kan circuleren in de koelbox.: [1401, 650, 1648, 657]
table-row: [1730, 1014, 1894, 1024]
list-item: • Voor batterijwerking, controleer de batterij en de aansluiting.: [1401, 584, 1648, 591]
list-item: • Si vous souhaitez vérifier les fuites, veuillez utiliser de l'eau savonneuse et non une flamme.: [1739, 1447, 2004, 1463]
list-item: • All repairs should be made by a competent qualified repair service(*).: [402, 286, 648, 295]
list: [1061, 1072, 1317, 1109]
list-item: • Voor gaswerking, is de brander ontstoken?: [1401, 593, 1648, 599]
list-item: • To guarantee a good level of air circulation, do not obstruct the ventilation grids of the upper, lower or rear surface of the appliance.: [402, 732, 648, 750]
spec-brand: CAMPART: [16, 529, 61, 539]
list-item: • The thermostat enables the temperature of the cool box to be adjustable (°0° = cooling process stopped).: [402, 903, 648, 922]
list-item: • Utilisation en plein air signifie que l'appareil peut être également installé sous l'auvent d'une tente, suffisamment ventilée ou sur la terrasse dans un jardin plat et nivelé.: [1739, 1260, 2004, 1276]
list-item: • Débranchez l'appareil de la prise lorsqu'il n'est pas utilisé.: [1739, 456, 2004, 464]
list: [1730, 953, 2004, 979]
list-item: • To protect yourself against an electric shock, do not immerse the cord, plug or appliance in the water or any other liquid.: [402, 412, 648, 430]
list: [723, 608, 979, 760]
list-item: • Als de batterij gebruikt wordt een autobatterij, zet enkel de koelbox aan als de auto aan het rijden is. Als de koelbox draait terwijl de auto gestopt is, kan de batterij leeg raken en kunt u uw motor misschien niet meer starten.: [1070, 1189, 1317, 1216]
list: [723, 399, 979, 438]
table-row: [1062, 1113, 1225, 1123]
list-item: • Lorsque vous changez le cylindre de gaz et/ou déconnectez le tuyau, il est recommandé de fermer la valve du cylindre.: [1739, 1484, 2004, 1500]
list-item: • Is there still a sufficient quantity of gas in the cylinder? (the cylinder is empty if no liquid can be heard moving about when it is shaken.: [733, 526, 979, 540]
nl-column-1: VEILIGHEIDSVOORSCHRIFTEN • Lees de gebruiksaanwijzing aandachtig door voordat u het apparaat voor het eerst gebruikt. Bewaar de gebruiksaanwijzing, het garantiecertificaat, de verkoopbon en indien mogelijk de kartonnen doos met de binnenste verpakking om deze indien nodig later te kunnen raadplegen. • Dit apparaat kan worden gebruikt door kinderen van 8 jaar en ouder en personen met beperkte fysieke, zintuiglijke of mentale vermogens, of gebrek aan ervaring en kennis, als ze onder toezicht staan, of instructies hebben ontvangen over het op een veilige wijze gebruiken van het apparaat, en op de hoogte zijn van de mogelijke gevaren. Kinderen mogen niet met het apparaat spelen. Reiniging en onderhoud dienen niet te worden uitgevoerd door kinderen, tenzij zij ouder dan 8 zijn, en onder toezicht staan. • Als de veiligheidsinstructies niet worden opgevolgd, kan de fabrikant niet verantwoordelijk worden gesteld voor schade die daar eventueel het gevolg van is. • Om kinderen te beschermen tegen de gevaren van elektrische apparatuur mag u nooit zonder toezicht bij het apparaat laten. Selecteer daarom een plek voor uw apparaat op dusdanige wijze dat kinderen er niet bij kunnen. Zorg ervoor dat het snoer niet naar beneden hangt. • Dit apparaat is alleen voor huishoudelijk gebruik en voor het doel waar het voor bestemd is. • Het apparaat moet worden geplaatst op een stabiele, vlakke ondergrond. • Reparaties dienen te geschieden door een bekwame gekwalificeerde dienst(*). • Zorg dat het apparaat opgeborgen wordt op een droge plaats. • Controleer of het voltage dat wordt aangegeven op het apparaat, overeenkomt met de plaatselijke netspanning voordat u het apparaat aansluit. Voltage 220V-240V 50Hz. De contactdoos moet met ten minste 16 A of 10 A traag beveiligd zijn. • Dit apparaat voldoet aan alle richtlijnen met betrekking tot elektromagnetische velden (EMV). Mits het apparaat op de juiste wijze en volgens de instructies in deze gebruiksaanwijzing wordt gebruikt, is het veilig te gebruiken volgens het nu beschikbare wetenschappelijke bewijs. • Gebruik nooit accessoires die niet aanbevolen worden door de fabrikant. Deze kunnen gevaar opleveren voor de gebruiker en schade toebrengen aan het apparaat. • Verplaats het apparaat nooit door aan het snoer te trekken en zorg ervoor dat het snoer nergens in verstrikt kan raken. • Dompel het snoer, de stekker en/of het apparaat nooit in het water of een andere vloeistof, dit om u te beschermen tegen een elektrische schok. • Haal de stekker uit het stopcontact als u toebehoren wisselt en voor onderhoudswerkzaamheden. • Gebruik het apparaat niet indien de stekker, het netsnoer of het apparaat zelf beschadigd is. Indien het netsnoer beschadigd is, moet u het laten vervangen door een bekwame gekwalificeerde dienst(*) om gevaar te voorkomen. • Gebruik het apparaat nooit in de buurt van directe hittebronnen. • Haal de stekker uit het stopcontact wanneer het apparaat niet gebruikt wordt. • Dit toestel moet uit de buurt van ontvlambare materialen worden gehouden. • Voorzorgsmaatregelen moeten worden genomen om te voldoen aan de nationale regelgeving inzake het gebruik van gastoestellen terwijl het voertuig in beweging is. • Belangrijk advies voor een goed gebruik: in verband met het energiebeleid dient deze koelbox in hoofdzaak te worden gebruikt in de gas modus. * Bekwame gekwalificeerde dienst: after-sales dienst van de fabrikant of de importeur, die erkend en bevoegd is om dergelijke reparaties te doen zodat elk gevaar vermeden wordt. Gelieve het toestel bij problemen naar deze dienst terug te brengen. BELANGRIJK Voordat u dit apparaat in gebruik gaat nemen, lees u a.u.b. eerst de gebruiksaanwijzing grondig door en bewaar het zodat u het later weer kunt nalezen. INSTALLATIE VAN HET TOESTEL • Installeer het toestel op een stevig, horizontaal oppervlak. Om het toestel gelijk te zetten gebruikt u, indien nodig, een waterpas. • Plaats het apparaat niet in direct zonlicht of in de buurt van een hittebron. • De afstand tussen de achterkant van het toestel en een muur mag niet minder dan 10 cm bedragen. De minimum ventilatieruimte aan de kanten van het toestel mag nooit minder dan 5 cm zijn. • In alle gevallen moet de locatie beschermd zijn tegen regen en spatwater. • Om een goede luchtcirculatie te verzekeren, de ventilatieroosters van de boven-, onder- en achterzijde van het toestel niet blokkeren. • Als u voldoet aan het bovenstaande, verkrijgt u een efficiënte en economische koeling. • Vóór het eerste gebruik van het toestel, de binnenzijde schoonmaken, het deksel reinigen met warm water, eventueel met toevoeging van een mild schoonmaakmiddel. BEDIENING OP NETSTROOM (220 - 240V) • Gebruik nooit een andere energiebron tegelijkertijd (batterij, gas). • Controleer of de netspanning overeenkomt met de werkspanning op het etiket (achter op het toestel). • Indien de elektrische specificaties correct zijn, steek de elektrische veiligheidsstekker in een geaard stopcontact dat bedraad is volgens de specificaties. OPSTARTEN • Draai de thermostaatknop met de klok mee naar de MAX positie. De effecten van het koelingsproces (ijs op de verdamper) wordt enkel zichtbaar na ongeveer een uur. • De thermostaat zorgt ervoor dat de temperatuur van de koelbox kan aangepast worden ("0" = koelingsproces gestopt). • Na een voldoende koelperiode (ongeveer 5 uur), kan de thermostaat op een midden positie gezet worden. De gekozen temperatuur wordt automatisch geregeld door de thermostaat. Afsluiten • Draai de thermostaatknop tegen de wijzers-van-de-klok in naar de "0" positie. • Verwijder de stekker uit het stopcontact. BEDIENING OP BATTERIJSTROOM (12V) • Gebruik nooit een andere energiebron tegelijkertijd (netstroom, gas). • Een veiligheidszekering moet geïnstalleerd worden in de stroomtoevoerlijn tussen de batterij en de koelbox. Voor 12V is het maximum zekeringwaarde 6,25 A. Kabel-doorsnede Max kabellengte 2,5 mm² 2,5 m 4,0 mm² 4,0 m 6,0 mm² 6,0 m • U moet de polariteit niet controleren als het toestel opstart. • Controleer of de batterijspanning overeenkomt met de werkspanning van de koelbox zoals aangeduid staat op het etiket. • Als de batterij gebruikt wordt een autobatterij, zet enkel de koelbox aan als de auto aan het rijden is. Als de koelbox draait terwijl de auto gestopt is, kan de batterij leeg raken en kunt u uw motor misschien niet meer starten. • Als het toestel op de batterij draait, wordt er geen temperatuurregeling beheerd door de thermostaat. Aanbeveling Koel de koelbox op voorhand door hem op netstroom te laten draaien voordat u vertrekt. Opstarten Steek de connector bijgeleverd bij de koelbox in de sigarettenaansluiting van het voertuig. Afkoppeling van het toestel Trek de connector uit de aansteker. BEDIENING MET GAS • Gebruik geen andere energiebron tegelijkertijd (netstroom, batterij). • Bediening van de koelbox op gas is verboden in wegvoertuigen en op boten. Bediening met gas is verboden in afgesloten zones. • Dit toestel moet in open lucht staan (naar met in de regen) als het gebruikt wordt met gas. • Bediening in open lucht betekent dat het toestel ook geïnstalleerd kan worden onder het baldakijn van een tent, voldoende verlucht, of op een terras in een appartement en een verhoogde tuin. • Het etiket (rating label) achterop het apparaat geeft de aanbevolen gastoevoerdruk weergegeven in mBar. Het toestel werkt niet op een druk andere dan die op het etiket. Bewaring van gasflessen Bewaar de gasflessen in een koel, droog en verlucht gebied, beschermd tegen zonlicht en stel hem niet bloot aan temperaturen hoger dan 50°C. AANSLUITING VAN DE KOELBOX OP DE CILINDER VAN LIQUID PETROLEUM GAS (1) WAARSCHUWING: blijf altijd uit de buurt van elke soort ontsteking tijdens deze actie. Rook niet. Sluit de KOELBOX aan op de volgende manier: Gascilinder > druk regulator > toestel • De gasaansluitingsbuis achteraan het toestel is ontworpen voor een standaard NF XPD 36 110 butaan / propaan flexibele slang. Het is belangrijk de instructies voor de opstelling en aansluiting te volgen om het toestel aan te sluiten. Vermijd gedraai en buigen van de slang. Bogen in de gasslang moeten een straal hebben van meer dan 40 mm. De lengte van de slang mag niet langer zijn dan 1,50 m. • Als u de aansluitingen wilt controleren op lekken, gebruik een soppe en geen vlam. • Het is verboden te controleren op lekken met een vlam. • Rook niet, gevaar op ontploffingen en brandwonden. • Als u de gascilinder verwisselt en/of de slang afkoppelt, is het verplicht de klep van de gascilinder te sluiten. • Vervang de slang als ze beschadigd is of poreus wordt en altijd voor de vervaldatum die op de zijkant staat.: [1061, 78, 1317, 1688]
spec-row: [13, 836, 360, 845]
en-column-1: SAFETY INSTRUCTIONS • Please read the instructions carefully before using the device. Please keep these instructions, the guarantee certificate, the sales receipt and, if possible, the carton with the inner packaging. • The appliance can be used by children aged from 8 years and above and persons with reduced physical, sensory or mental capabilities or lack of experience and knowledge if they have been given supervision or instruction concerning use of the appliance in a safe way and understand the hazards involved. Children shall not play with the appliance. Cleaning and user maintenance shall not be made by children unless they are older than 8 and supervised. • By ignoring the safety instructions the manufacturer can not be hold responsible for the damage. • To protect children against the dangers of electrical appliances, please make sure that you never leave the appliance unattended. Therefore you have to select a storage place for the appliance where children are not able to grab it. Make sure that the cable is not hanging in a downward position. • This appliance is only to be used for household purposes and only for the purpose it is made for. • The appliance must be placed on a stable, level surface. • All repairs should be made by a competent qualified repair service(*). • Make sure that the appliance is stored in a dry environment. • Check if the voltage of the appliance corresponds to the main voltage of your home. Rated voltage: AC220-240V 50Hz. The socket must be at least 16A or 10 A slow-protected. • This appliance complies with all standards regarding electromagnetic fields (EMF). If handled properly and according to the instructions in this user manual, the appliance is safe to use based on scientific evidence available today. • The use of accessory that are not recommended by the manufacturer can cause injuries and will invalidate any warranty that you may have. • Never move the appliance by pulling the cord and make sure the cord can not become entangled. • To protect yourself against an electric shock, do not immerse the cord, plug or appliance in the water or any other liquid. • Unplug the appliance from the socket when changing the spare parts or for maintenance. • Do not use this appliance with a damaged cord or plug or when the appliance has malfunctions, or has been damaged in any manner. To avoid a hazard make sure that a damaged cord or plug will be replaced by an authorized technician(*). Do not repair this appliance yourself. • Do not use this appliance near direct heat sources. • Unplug the appliance from the socket when you are not using it. • This appliance shall be kept away from inflammable materials. • Precautions shall be taken to comply with national regulations relating to the operation of gas appliances whilst the vehicle is in motion. • Important advice for proper use: related to energy policy this cool box is intended to be used mainly in gas mode. * Competent qualified repair service: after sales department of the producer or importer or any person who is qualified, approved and competent to perform this kind of repairs in order to avoid all danger. In any case you should return the appliance to this repair service. IMPORTANT • Read the operating instructions carefully in order to get to know the equipment before putting it into operation. • Keep the instructions for future reference. INSTALLATION OF THE APPLIANCE • Install the appliance on a firm, horizontal surface. To level the appliance, use a spirit level or a vessel containing water, if necessary. • Avoid installing the appliance in direct sunlight or near any source of heat. • The distance between the rear of the appliance and a wall shall not be less than 10 cm, and the minimum ventilating space from the sides of the appliance shall never be less than 5 cm. • In all cases, the location shall be protected from rain and splashing. • To guarantee a good level of air circulation, do not obstruct the ventilation grids of the upper, lower or rear surface of the appliance. • Comply with the above will ensure efficient and economical cooling. • Before the first use of the appliance, clean the inside and the cover of the appliance with warm water, adding detergent if necessary. Never use an abrasive product. OPERATION WITH THE MAINS (220 - 240 V) • Do not use another source of energy at the same time (battery, gas). • Check that the mains voltage corresponds to the operating voltage specified on the label (on the rear of the appliance). • If the electrical specifications are correct, push the safety electrical plug into an earthed wall socket which is wired according to the specifications. Start up • Turn the thermostat knob clockwise to the MAX position. The effects of the cooling process (frost on the evaporator) only become visible after about an hour. • The thermostat enables the temperature of the cool box to be adjustable (°0° = cooling process stopped). • After a sufficient cooling period (approximately 5 hours), the thermostat can be set to an intermediate position. The selected temperature is regulated automatically by the thermostat. Shut down • Turn the thermostat knob anti-clockwise to the "0" position. • Remove the plug from the wall outlet. OPERATION WITH A BATTERY (12V) • Do not use another source of energy at the same time (mains, gas). • A safety fuse must be installed in the power supply line between the battery and the cool box. For 12V, the maximum fuse rating is 6,25 A. Cable cross section Max. cable length 2,5 mm² 2,5 m 4,0 mm² 4,0 m 6,0 mm² 6,0 m • It is not necessary to check the polarity when starting up the appliance. • Check that the battery voltage corresponds to the operating voltage of the cool box, as marked on the corresponding (the label). • When the battery used is a car battery, only switch the cool box on while the car is traveling. If the cool box is left running when the car is stopped, this could discharge the battery and it may be impossible to restart the engine. • When the appliance is running on the battery, there is no thermostatic-controlled temperature regulation. Recommendation Pre-cool the cool box by running it on the mains, before starting the journey. Start-up Plug the connector supplied with the cool box into the cigar lighter socket of the vehicle. Disconnection of the appliance Unplug the connector from the cigar lighter socket. OPERATION WITH GAS • Never use another source of energy at the same time (mains, battery). • Operation of the cool box on gas is prohibited in road vehicles and on boats. Operation using gas is prohibited in closed areas. • This appliance must be in the open air when operating with gas. • Operation in the open air means that the appliance can also be installed under the canopy of a tent, sufficiently ventilated, or on a terrace in a flat and level garden. • The label of the rear of the appliance gives the recommended gas supply pressure expressed in mbar. The appliance can't operate at a pressure other than the one specified on the label. Storage of gas cylinders Store the gas cylinders in a cool, dry and ventilated area, protected from sunlight and do not exposed to temperatures above 50°C. CONNECTION OF THE COOL BOX TO THE CYLINDER OF LIQUEFIED PETROLEUM GAS (1) CAUTION: always stay clear of any source ignition during this operation. Do not smoke. Connect the COOLBOX in the following order: Gas cylinder > pressure regulator > appliance. • The gas connection tube at the rear of the appliance is designed for a standard NF XPD 36 110 butane / propane flexible hose. It is advisable to follow the assembly and connection instructions for the appliance to be connected. Excessive twisting and bending are to be avoided. Bends in the gas hose must have a radius of more than 40 mm. The length of the hose must not exceed 1,50 m. • If you wish to check for leaks, please use soapy water, do not use a flame. • It is prohibited to check for leaks with a flame. • Do not smoke, danger of explosion and burns. • When changing the gas cylinder and/or disconnecting the hose, it is mandatory to close the valve of the gas cylinder. • Replace the hose if it is damaged or if it becomes porous and in any case before the expiry date printed on the side. • When changing the gas cylinder and/or disconnecting the hose, it is mandatory to close the valve of the gas cylinder. • Replace the hose if it is damaged or if it becomes porous and in any case before the expiry date printed on the side. GAS VALVE ASSEMBLY • This assembly consists of an adjusting device with an incorporated safety pilot, a burner with an electric igniter. • The adjusting device can be set to 3 different positions: Max — Maximum cooling; MIN — Minimum cooling; 0 off — Igniting position / burner gas supply closed • The safety pilot automatically maintains the gas supply to the burner, as long as it remains lit. It automatically shuts off the supply if the flame goes out.: [393, 78, 648, 1736]
list-item: • Tristar is niet verantwoordelijk voor schade: Ten gevolge van een val of ongeluk; Indien het apparaat technisch is gewijzigd door gebruiker of derden; Door oneigenlijk gebruik van het apparaat; Door normale gebruiksslijtage.: [1401, 708, 1648, 729]
table-cell: 2,5 mm²: [1062, 1123, 1145, 1134]
list: [393, 875, 648, 950]
list-item: • Lees de gebruiksaanwijzing aandachtig door voordat u het apparaat voor het eerst gebruikt. Bewaar de gebruiksaanwijzing, het garantiecertificaat, de verkoopbon en indien mogelijk de kartonnen doos met de binnenste verpakking om deze indien nodig later te kunnen raadplegen.: [1070, 96, 1317, 132]
list-item: • Avant la première utilisation de l'appareil, nettoyez l'intérieur et le couvercle de l'appareil avec de l'eau tiède, en ajoutant du détergent si nécessaire. N'utilisez jamais de produit abrasif.: [1739, 698, 2004, 723]
spec-row: [13, 809, 360, 818]
list-item: • Ne pas mettre l'appareil à proximité de matériaux inflammables.: [1739, 466, 2004, 474]
list-item: • Do not use this appliance with a damaged cord or plug or when the appliance has malfunctions, or has been damaged in any manner. To avoid a hazard make sure that a damaged cord or plug will be replaced by an authorized technician(*). Do not repair this appliance yourself.: [402, 451, 648, 488]
list-item: • Voor materiële schade of persoonlijk letsel veroorzaakt door onoordeelkundig gebruik of het niet opvolgen van de veiligheidsvoorschriften is Tristar niet aansprakelijk.: [1401, 784, 1648, 798]
list-item: • S: [733, 212, 979, 219]
list-item: • Has too much food been placed inside the cool box all at once? Arrange the food so that the air is free to circulate inside the cool box.: [733, 550, 979, 564]
list-item: • Dit apparaat heeft 24 maanden garantie vanaf de datum van aankoop (kassabon).: [1401, 862, 1648, 869]
list-item: • Is the appliance installed in a horizontal position?: [733, 467, 979, 474]
spec-row: [13, 608, 360, 617]
table-cell: 4,0 m: [1145, 1134, 1225, 1144]
table-header-cell: Kabel-doorsnede: [1062, 1113, 1145, 1123]
list-item: • Important advice for proper use: related to energy policy this cool box is intended to be used mainly in gas mode.: [402, 540, 648, 558]
list-item: • Unplug the appliance from the socket when changing the spare parts or for maintenance.: [402, 431, 648, 450]
model-number: CB-8676: [278, 475, 341, 492]
list-item: • Om een goede luchtcirculatie te verzekeren, de ventilatieroosters van de boven-, onder- en achterzijde van het toestel niet blokkeren.: [1070, 774, 1317, 792]
spec-row: [13, 827, 360, 836]
list-item: • Controleer of het voltage dat wordt aangegeven op het apparaat, overeenkomt met de plaatselijke netspanning voordat u het apparaat aansluit. Voltage 220V-240V 50Hz. De contactdoos moet met ten minste 16 A of 10 A traag beveiligd zijn.: [1070, 321, 1317, 357]
list-item: • Lorsque l'appareil est branché sur la batterie, il n'y a une régulation contrôlée par le thermostat de la température.: [1739, 1083, 2004, 1099]
brand-name: CAMPART: [89, 62, 175, 81]
list-item: • For gas operation, is the burner ignited?: [733, 501, 979, 508]
list-item: • Dans tous les cas, l'endroit doit être à l'abri de la pluie ou des éclaboussures.: [1739, 653, 2004, 661]
list-item: • Wanneer u problemen ondervindt bij het ontsteken van het gassysteem, sluit u de gastoevoer af en opent u de onderhoudsluik aan de achterkant van het apparaat.: [1401, 171, 1648, 185]
lang-item: FR | MODE D'EMPLOI: [242, 173, 356, 188]
list: [393, 96, 648, 558]
lang-item: CS | NÁVOD NA POUŽITÍ: [242, 277, 356, 292]
list-item: • Als het toestel lange tijd niet werd aangestoken of als de gascilinder veranderd werd, kan er lucht in de buis zitten. Daarom kan de ontsteking mislukken. U moet controleren of de piloot aangestoken is door te kijken doorheen het gat bovenaan het toestel. Als het toestel niet aangestoken raakt, probeer dan opnieuw na ongeveer 10 seconden.: [1401, 224, 1648, 252]
list-item: • Avoid installing the appliance in direct sunlight or near any source of heat.: [402, 683, 648, 692]
list-item: • Zorg dat het apparaat opgeborgen wordt op een droge plaats.: [1070, 311, 1317, 320]
list: [1392, 308, 1648, 330]
list-item: • Never move the appliance by pulling the cord and make sure the cord can not become entangled.: [402, 393, 648, 411]
list-item: • Voor bediening op het elektriciteitsnet, controleer of de netsoever juist is. En is de thermostaat juist ingesteld?: [1401, 569, 1648, 583]
list-item: • Operation in the open air means that the appliance can also be installed under the canopy of a tent, sufficiently ventilated, or on a terrace in a flat and level garden.: [402, 1323, 648, 1350]
list-item: • Tristar will not be liable for material damage or personal injury caused by improper use or if the safety instructions are not properly executed.: [733, 684, 979, 698]
list-item: • Vérifiez si la tension de l'appareil correspond à la tension du secteur de votre domicile. Tension nominale : 220-240V CA 50Hz. La prise doit être d'au moins 16A ou 10A et à fusible lent.: [1739, 288, 2004, 313]
list-item: • Gebruik nooit een schuurmiddel. Droog de gereinigde oppervlakken af met een zachte doek.: [1401, 484, 1648, 491]
list: [1730, 821, 2004, 889]
spec-row: [13, 736, 360, 745]
list-item: • Als u gebruik wilt maken van uw garantieaanspraak, zorgt u er dan voor dat u het volledige apparaat in zijn originele doos en aankoopbewijs inlevert bij uw aankooppunt.: [1401, 879, 1648, 893]
list: [393, 969, 648, 988]
list: [1061, 707, 1317, 839]
list-item: • Open de klep van de gascilinder. Druk de aanpasknop in en hou hem in deze positie, draai dan de knop in tegen de wijzers-van-de-klok naar Max.: [1401, 209, 1648, 223]
spec-row: [13, 553, 360, 562]
list-item: • Staan de gascilinderklep en/of de drukregelaar open?: [1401, 609, 1648, 616]
list: [1061, 933, 1317, 1007]
list-item: • Remove the plug from the wall outlet.: [402, 979, 648, 988]
list-item: • Unplug the appliance from the socket when you are not using it.: [402, 499, 648, 508]
list-item: • Il n'est pas nécessaire de vérifier la polarité lorsque vous démarrez l'appareil.: [1739, 1029, 2004, 1038]
list-item: • Het is verboden te controleren op lekken met een vlam.: [1070, 1626, 1317, 1636]
title-en: EN Instruction manual: [392, 38, 607, 62]
list-item: • Plaats het apparaat niet in direct zonlicht of in de buurt van een hittebron.: [1070, 726, 1317, 735]
list-item: • The appliance must be placed on a stable, level surface.: [402, 275, 648, 284]
list-item: • Werden twee modi energie (gas en elektriciteit) tegelijkertijd gekozen?: [1401, 633, 1648, 640]
list-item: • Deze opstelling bevat een aanpasbaar toestel met een ingesloten beveiliging, een brander met een elektrische ontsteker.: [1401, 96, 1648, 110]
list-item: • Na een voldoende koelperiode (ongeveer 5 uur), kan de thermostaat op een midden positie gezet worden. De gekozen temperatuur wordt automatisch geregeld door de thermostaat.: [1070, 980, 1317, 1007]
list-item: • Dompel het snoer, de stekker en/of het apparaat nooit in het water of een andere vloeistof, dit om u te beschermen tegen een elektrische schok.: [1070, 442, 1317, 460]
list-item: • Read the operating instructions carefully in order to get to know the equipment before putting it into operation.: [402, 616, 648, 635]
list-item: • Bij schade veroorzaakt doordat het niet opvolgen van de gebruiksaanwijzing vervalt het recht op garantie! Voor vervolgschade die hieruit ontstaat is Tristar niet aansprakelijk.: [1401, 769, 1648, 783]
list-item: • Ne pas immerger le cordon, la prise ou l'appareil dans de l'eau ou autre liquide afin de vous éviter un choc électrique.: [1739, 384, 2004, 401]
table-cell: 2,5 m: [1145, 1123, 1225, 1134]
table-cell: 4,0 m: [479, 1060, 557, 1071]
list-item: • Enlevez la prise de la prise murale.: [1739, 926, 2004, 934]
list-item: • Liquids to be stored in cool box shall always be placed in a closed vessel.: [733, 237, 979, 244]
spec-row: [13, 745, 360, 754]
list-item: • Prenez toutes les précautions nécessaires pour respecter les réglementations nationales relatives à l'utilisation d'appareils utilisant le gaz dans un véhicule en mouvement.: [1739, 475, 2004, 500]
env-heading: 🗑 GUIDELINES FOR PROTECTION OF THE ENVIRONMENT: [723, 766, 945, 775]
table-cell: 6,0 mm²: [1730, 1014, 1813, 1024]
website[interactable]: www.campart.eu: [164, 1358, 309, 1378]
spec-row: [13, 727, 360, 736]
list-item: • Tournez le bouton de thermostat dans le sens des aiguilles d'une montre vers la position MAX. Les effets du processus de refroidissement (gelée sur l'évaporateur) sont visibles après une heure.: [1739, 821, 2004, 845]
list-item: • A safety fuse must be installed in the power supply line between the battery and the cool box. For 12V, the maximum fuse rating is 6,25 A.: [402, 1017, 648, 1036]
list: [1392, 708, 1648, 969]
list-item: • Have two modes of energy (gas and electricity) been selected at the same time?: [733, 542, 979, 549]
list-item: • Bewaar altijd uw aankoopbewijs, zonder aankoopbewijs kunt u geen aanspraak maken op enige vorm van garantie.: [1401, 753, 1648, 767]
list: [1730, 908, 2004, 934]
list-item: • Gebruik nooit een andere energiebron tegelijkertijd (batterij, gas).: [1070, 858, 1317, 867]
spec-note: Read manufacturer's instructions before use. This appliance shall be installed according to the rules in force.: [46, 887, 287, 893]
list-item: • Na het verstrijken van de garantie kunnen reparaties worden uitgevoerd door de bevoegde dealer of reparatieservice tegen de betaling van de daaruit voortvloeiende kosten.: [1401, 955, 1648, 969]
list-item: • L'appareil peut être utilisé par des enfants âgés de 8 ans et plus et les personnes ayant des capacités physiques, sensorielles ou mentales réduites ou qui manquent d'expérience ou de connaissances si elles sont supervisées ou instruites pour l'utilisation de l'appareil en toute sécurité et si elles comprennent les dangers en rapport. Les enfants ne doivent pas jouer avec l'appareil. Le nettoyage et l'entretien utilisateur ne doivent pas être accomplis par les enfants à moins qu'ils aient plus de 8 ans et ne soient supervisés.: [1739, 122, 2004, 180]
